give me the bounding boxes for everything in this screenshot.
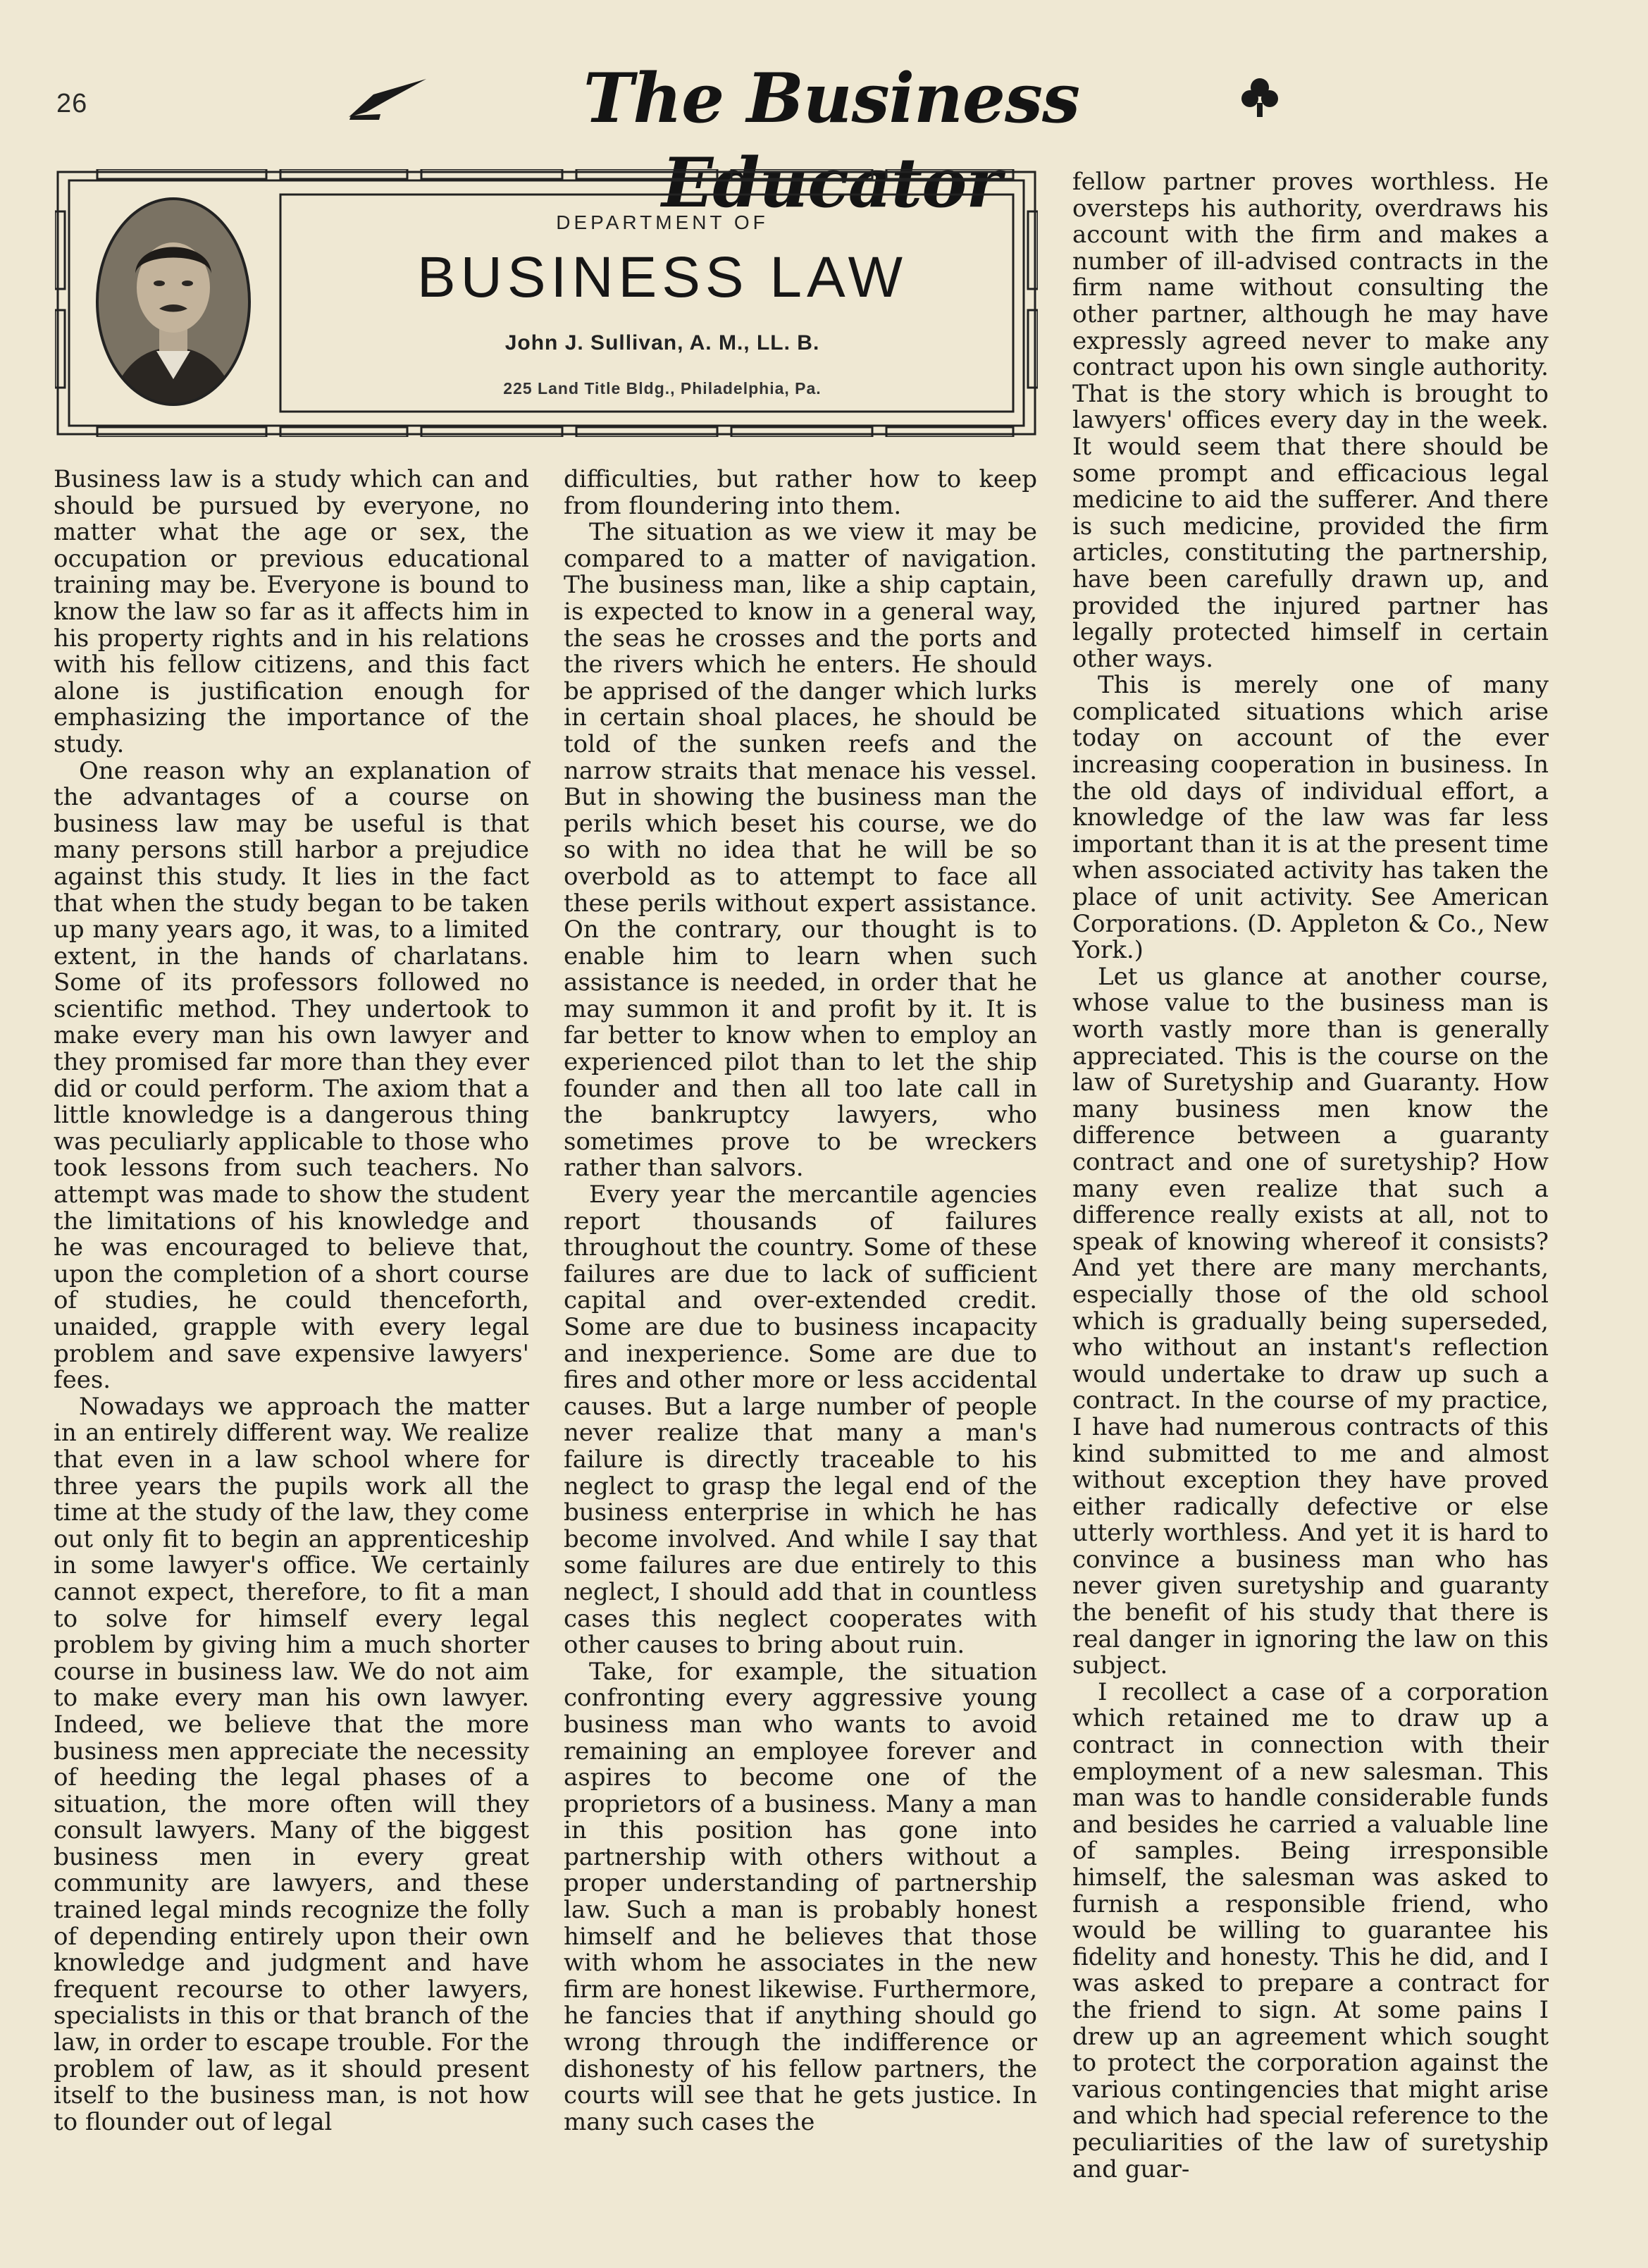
department-title: BUSINESS LAW <box>416 245 908 309</box>
paragraph: difficulties, but rather how to keep from floundering into them. <box>564 465 1037 520</box>
department-heading <box>296 204 1029 398</box>
paragraph: I recollect a case of a corporation which retained me to draw up a contract in connection with their employment of a new salesman. This man was to handle considerable funds and besides he carried a valuable line of samples. Being irresponsible himself, the salesman was asked to furnish a responsible friend, who would be willing to guarantee his fidelity and honesty. This he did, and I was asked to prepare a contract for the friend to sign. At some pains I drew up an agreement which sought to protect the corporation against the various contingencies that might arise and which had special reference to the peculiarities of the law of suretyship and guar- <box>1072 1677 1549 2183</box>
masthead-title: The Business Educator <box>583 58 1080 223</box>
paragraph: fellow partner proves worthless. He oversteps his authority, overdraws his account with the firm and makes a number of ill-advised contracts in the firm name without consulting the other partner, although he may have expressly agreed never to make any contract upon his own single authority. That is the story which is brought to lawyers' offices every day in the week. It would seem that there should be some prompt and efficacious legal medicine to aid the sufferer. And there is such medicine, provided the firm articles, constituting the partnership, have been carefully drawn up, and provided the injured partner has legally protected himself in certain other ways. <box>1072 168 1549 673</box>
paragraph: The situation as we view it may be compared to a matter of navigation. The business man, like a ship captain, is expected to know in a general way, the seas he crosses and the ports and the rivers which he enters. He should be apprised of the danger which lurks in certain shoal places, he should be told of the sunken reefs and the narrow straits that menace his vessel. But in showing the business man the perils which beset his course, we do so with no idea that he will be so overbold as to attempt to face all these perils without expert assistance. On the contrary, our thought is to enable him to learn when such assistance is needed, in order that he may summon it and profit by it. It is far better to know when to employ an experienced pilot than to let the ship founder and then all too late call in the bankruptcy lawyers, who sometimes prove to be wreckers rather than salvors. <box>564 518 1037 1183</box>
paragraph: Business law is a study which can and should be pursued by everyone, no matter what the age or sex, the occupation or previous educational training may be. Everyone is bound to know the law so far as it affects him in his property rights and in his relations with his fellow citizens, and this fact alone is justification enough for emphasizing the importance of the study. <box>54 465 529 758</box>
paragraph: One reason why an explanation of the advantages of a course on business law may be useful is that many persons still harbor a prejudice against this study. It lies in the fact that when the study began to be taken up many years ago, it was, to a limited extent, in the hands of charlatans. Some of its professors followed no scientific method. They undertook to make every man his own lawyer and they promised far more than they ever did or could perform. The axiom that a little knowledge is a dangerous thing was peculiarly applicable to those who took lessons from such teachers. No attempt was made to show the student the limitations of his knowledge and he was encouraged to believe that, upon the completion of a short course of studies, he could thenceforth, unaided, grapple with every legal problem and save expensive lawyers' fees. <box>54 756 529 1395</box>
paragraph: Let us glance at another course, whose value to the business man is worth vastly more than is generally appreciated. This is the course on the law of Suretyship and Guaranty. How many business men know the difference between a guaranty contract and one of suretyship? How many even realize that such a difference really exists at all, not to speak of knowing whereof it consists? And yet there are many merchants, especially those of the old school which is gradually being superseded, who without an instant's reflection would undertake to draw up such a contract. In the course of my practice, I have had numerous contracts of this kind submitted to me and almost without exception they have proved either radically defective or else utterly worthless. And yet it is hard to convince a business man who has never given suretyship and guaranty the benefit of his study that there is real danger in ignoring the law on this subject. <box>1072 962 1549 1680</box>
paragraph: Take, for example, the situation confronting every aggressive young business man who wants to avoid remaining an employee forever and aspires to become one of the proprietors of a business. Many a man in this position has gone into partnership with others without a proper understanding of partnership law. Such a man is probably honest himself and he believes that those with whom he associates in the new firm are honest likewise. Furthermore, he fancies that if anything should go wrong through the indifference or dishonesty of his fellow partners, the courts will see that he gets justice. In many such cases the <box>564 1657 1037 2136</box>
author-address: 225 Land Title Bldg., Philadelphia, Pa. <box>503 379 822 397</box>
page-number: 26 <box>56 89 88 118</box>
emblem-ornament-icon <box>1240 72 1280 118</box>
article-column-3 <box>1072 169 1549 2183</box>
article-column-1 <box>54 467 529 2136</box>
paragraph: This is merely one of many complicated situations which arise today on account of the ever increasing cooperation in business. In the old days of individual effort, a knowledge of the law was far less important than it is at the present time when associated activity has taken the place of unit activity. See American Corporations. (D. Appleton & Co., New York.) <box>1072 671 1549 965</box>
author-portrait <box>94 196 252 407</box>
quill-ornament-icon <box>345 73 430 123</box>
paragraph: Nowadays we approach the matter in an entirely different way. We realize that even in a law school where for three years the pupils work all the time at the study of the law, they come out only fit to begin an apprenticeship in some lawyer's office. We certainly cannot expect, therefore, to fit a man to solve for himself every legal problem by giving him a much shorter course in business law. We do not aim to make every man his own lawyer. Indeed, we believe that the more business men appreciate the necessity of heeding the legal phases of a situation, the more often will they consult lawyers. Many of the biggest business men in every great community are lawyers, and these trained legal minds recognize the folly of depending entirely upon their own knowledge and judgment and have frequent recourse to other lawyers, specialists in this or that branch of the law, in order to escape trouble. For the problem of law, as it should present itself to the business man, is not how to flounder out of legal <box>54 1392 529 2136</box>
article-column-2 <box>564 467 1037 2136</box>
paragraph: Every year the mercantile agencies report thousands of failures throughout the country. Some of these failures are due to lack of sufficient capital and over-extended credit. Some are due to business incapacity and inexperience. Some are due to fires and other more or less accidental causes. But a large number of people never realize that many a man's failure is directly traceable to his neglect to grasp the legal end of the business enterprise in which he has become involved. And while I say that some failures are due entirely to this neglect, I should add that in countless cases this neglect cooperates with other causes to bring about ruin. <box>564 1181 1037 1660</box>
department-label: DEPARTMENT OF <box>556 211 769 233</box>
author-name: John J. Sullivan, A. M., LL. B. <box>504 331 820 355</box>
